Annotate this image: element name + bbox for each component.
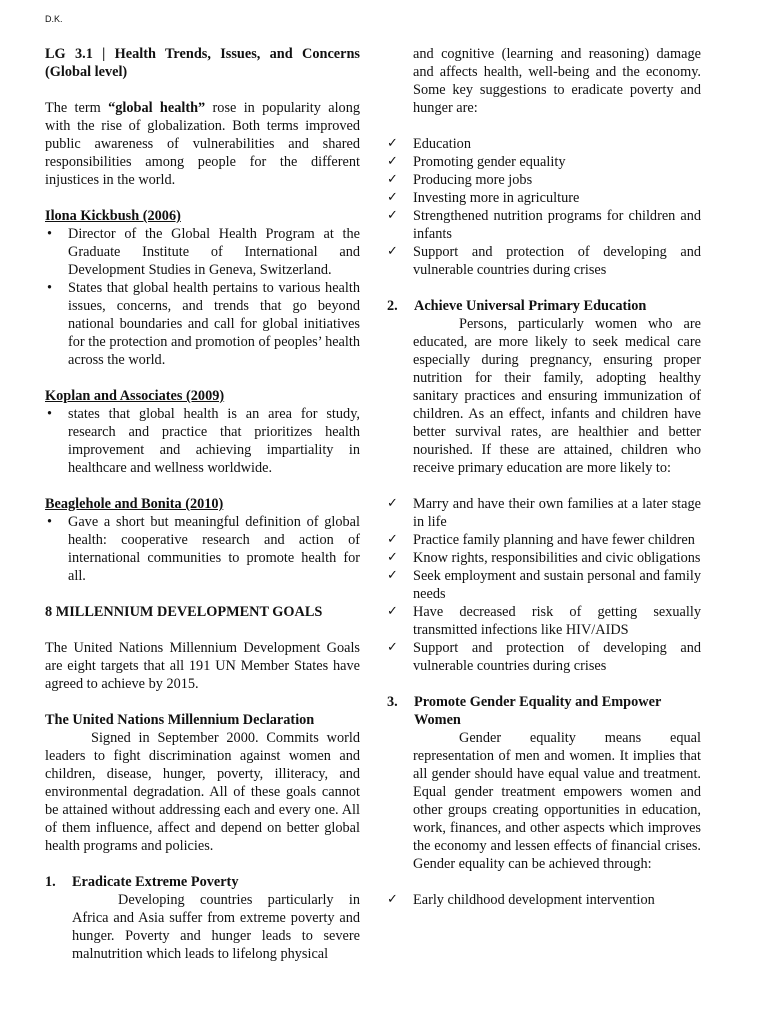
list-item-text: Strengthened nutrition programs for children and infants bbox=[413, 208, 701, 242]
checkmark-icon: ✓ bbox=[387, 568, 398, 583]
list-item-text: Practice family planning and have fewer children bbox=[413, 532, 695, 548]
goal-3-title: Promote Gender Equality and Empower Women bbox=[414, 694, 662, 728]
author-initials: D.K. bbox=[45, 14, 63, 24]
goal-1-continued: and cognitive (learning and reasoning) damage and affects health, well-being and the economy. Some key suggestions to eradicate poverty and hunger are: bbox=[413, 46, 701, 116]
right-column bbox=[387, 45, 701, 909]
list-item bbox=[387, 891, 701, 909]
list-item bbox=[387, 639, 701, 675]
goal-2-number: 2. bbox=[387, 298, 398, 314]
bullet-icon: • bbox=[47, 226, 53, 242]
list-item bbox=[387, 171, 701, 189]
left-column bbox=[45, 45, 360, 963]
list-item bbox=[387, 531, 701, 549]
intro-post: rose in popularity along with the rise of globalization. Both terms improved public awareness of vulnerabilities and shared responsibilities among people for the different injustices in the world. bbox=[45, 100, 361, 188]
lesson-title: LG 3.1 | Health Trends, Issues, and Concerns (Global level) bbox=[45, 46, 360, 80]
list-item-text: Marry and have their own families at a later stage in life bbox=[413, 496, 701, 530]
goal-3-paragraph: Gender equality means equal representation of men and women. It implies that all gender should have equal value and treatment. Equal gender treatment empowers women and other groups creating opportunities in education, work, finances, and other aspects which improves the economy and lessen effects of financial crises. Gender equality can be achieved through: bbox=[413, 730, 701, 872]
goal-2-heading bbox=[387, 297, 701, 315]
goal-2-paragraph: Persons, particularly women who are educated, are more likely to seek medical care especially during pregnancy, ensuring proper nutrition for their family, adopting healthy sanitary practices and ensuring immunization of children. As an effect, infants and children have better survival rates, are healthier and better nourished. If these are attained, children who receive primary education are more likely to: bbox=[413, 316, 701, 476]
intro-term: “global health” bbox=[108, 100, 206, 116]
bullet-icon: • bbox=[47, 280, 53, 296]
list-item bbox=[387, 243, 701, 279]
declaration-heading: The United Nations Millennium Declaration bbox=[45, 712, 315, 728]
checkmark-icon: ✓ bbox=[387, 172, 398, 187]
beaglehole-heading: Beaglehole and Bonita (2010) bbox=[45, 496, 224, 512]
checkmark-icon: ✓ bbox=[387, 604, 398, 619]
list-item bbox=[387, 207, 701, 243]
list-item bbox=[387, 603, 701, 639]
list-item-text: Gave a short but meaningful definition of global health: cooperative research and action of international communities to promote health for all. bbox=[68, 514, 360, 584]
list-item-text: Early childhood development intervention bbox=[413, 892, 655, 908]
list-item-text: Seek employment and sustain personal and family needs bbox=[413, 568, 701, 602]
intro-pre: The term bbox=[45, 100, 109, 116]
goal-2-title: Achieve Universal Primary Education bbox=[414, 298, 647, 314]
list-item bbox=[45, 513, 360, 585]
list-item-text: Producing more jobs bbox=[413, 172, 533, 188]
checkmark-icon: ✓ bbox=[387, 244, 398, 259]
list-item-text: Education bbox=[413, 136, 471, 152]
koplan-list bbox=[45, 405, 360, 477]
koplan-heading: Koplan and Associates (2009) bbox=[45, 388, 225, 404]
checkmark-icon: ✓ bbox=[387, 136, 398, 151]
goal-2-outcomes-list bbox=[387, 495, 701, 675]
goal-1-paragraph: Developing countries particularly in Africa and Asia suffer from extreme poverty and hunger. Poverty and hunger leads to severe malnutrition which leads to lifelong physical bbox=[72, 892, 360, 962]
mdg-paragraph: The United Nations Millennium Development Goals are eight targets that all 191 UN Member States have agreed to achieve by 2015. bbox=[45, 640, 360, 692]
list-item bbox=[387, 495, 701, 531]
list-item-text: Director of the Global Health Program at the Graduate Institute of International and Development Studies in Geneva, Switzerland. bbox=[68, 226, 360, 278]
mdg-heading: 8 MILLENNIUM DEVELOPMENT GOALS bbox=[45, 604, 323, 620]
checkmark-icon: ✓ bbox=[387, 892, 398, 907]
checkmark-icon: ✓ bbox=[387, 640, 398, 655]
kickbush-heading: Ilona Kickbush (2006) bbox=[45, 208, 181, 224]
declaration-paragraph: Signed in September 2000. Commits world leaders to fight discrimination against women and children, disease, hunger, poverty, illiteracy, and environmental degradation. All of these goals cannot be attained without addressing each and every one. All of them influence, affect and depend on better global health programs and policies. bbox=[45, 730, 360, 854]
list-item bbox=[45, 405, 360, 477]
list-item-text: Promoting gender equality bbox=[413, 154, 566, 170]
checkmark-icon: ✓ bbox=[387, 496, 398, 511]
list-item-text: Support and protection of developing and vulnerable countries during crises bbox=[413, 640, 701, 674]
list-item-text: states that global health is an area for study, research and practice that prioritizes health improvement and achieving impartiality in healthcare and wellness worldwide. bbox=[68, 406, 360, 476]
list-item bbox=[387, 189, 701, 207]
list-item-text: Support and protection of developing and vulnerable countries during crises bbox=[413, 244, 701, 278]
intro-paragraph bbox=[45, 99, 360, 189]
checkmark-icon: ✓ bbox=[387, 208, 398, 223]
kickbush-list bbox=[45, 225, 360, 369]
goal-1-number: 1. bbox=[45, 874, 56, 890]
list-item bbox=[45, 225, 360, 279]
list-item bbox=[45, 279, 360, 369]
checkmark-icon: ✓ bbox=[387, 550, 398, 565]
beaglehole-list bbox=[45, 513, 360, 585]
list-item bbox=[387, 153, 701, 171]
goal-3-heading bbox=[387, 693, 701, 729]
list-item bbox=[387, 135, 701, 153]
list-item-text: Investing more in agriculture bbox=[413, 190, 580, 206]
list-item-text: States that global health pertains to various health issues, concerns, and trends that go beyond national boundaries and call for global initiatives for the protection and promotion of peoples’ health across the world. bbox=[68, 280, 360, 368]
list-item bbox=[387, 549, 701, 567]
goal-3-number: 3. bbox=[387, 694, 398, 710]
goal-1-suggestions-list bbox=[387, 135, 701, 279]
list-item-text: Have decreased risk of getting sexually transmitted infections like HIV/AIDS bbox=[413, 604, 701, 638]
list-item bbox=[387, 567, 701, 603]
goal-1-heading bbox=[45, 873, 360, 891]
bullet-icon: • bbox=[47, 514, 53, 530]
bullet-icon: • bbox=[47, 406, 53, 422]
list-item-text: Know rights, responsibilities and civic obligations bbox=[413, 550, 701, 566]
checkmark-icon: ✓ bbox=[387, 532, 398, 547]
checkmark-icon: ✓ bbox=[387, 190, 398, 205]
goal-1-title: Eradicate Extreme Poverty bbox=[72, 874, 239, 890]
goal-3-means-list bbox=[387, 891, 701, 909]
checkmark-icon: ✓ bbox=[387, 154, 398, 169]
